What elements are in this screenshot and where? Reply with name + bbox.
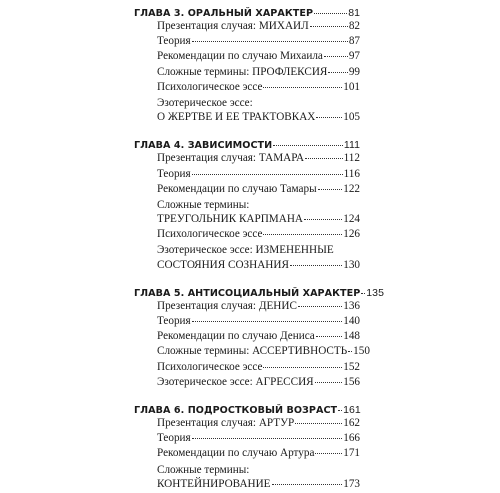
entry-title-line-2: ТРЕУГОЛЬНИК КАРПМАНА [157,213,303,226]
entry-title: Теория [157,167,191,180]
dot-leader [263,87,342,88]
toc-entry [134,66,360,81]
entry-title-line-1: Сложные термины: [157,463,250,476]
page-number: 112 [343,152,360,165]
entry-title: Сложные термины: ПРОФЛЕКСИЯ [157,65,328,78]
toc-entry [134,96,360,126]
page-number: 161 [343,403,361,416]
dot-leader [361,293,365,294]
chapter-title: ГЛАВА 4. ЗАВИСИМОСТИ [134,140,273,152]
entry-title: Теория [157,315,191,327]
entry-title: Рекомендации по случаю Дениса [157,330,315,343]
page-number: 99 [348,65,360,78]
toc-entry [134,315,360,330]
dot-leader [192,41,348,42]
chapter-title: ГЛАВА 6. ПОДРОСТКОВЫЙ ВОЗРАСТ [134,404,338,416]
dot-leader [305,158,343,159]
dot-leader [273,145,343,146]
toc-entry [134,35,360,50]
entry-title: Презентация случая: МИХАИЛ [157,20,309,32]
page-number: 166 [343,432,360,445]
chapter-4 [134,136,360,274]
dot-leader [324,56,348,57]
entry-title: Психологическое эссе [157,80,263,93]
table-of-contents [134,4,384,493]
toc-entry [134,198,360,228]
page-number: 101 [343,80,360,93]
dot-leader [295,423,342,424]
dot-leader [318,189,343,190]
entry-title-line-2: О ЖЕРТВЕ И ЕЕ ТРАКТОВКАХ [157,111,316,124]
page-number: 135 [366,286,384,299]
dot-leader [263,234,342,235]
entry-title-line-2: КОНТЕЙНИРОВАНИЕ [157,477,271,490]
dot-leader [338,410,342,411]
entry-title: Презентация случая: ТАМАРА [157,152,305,165]
dot-leader [348,351,352,352]
toc-entry [134,183,360,198]
toc-entry [134,447,360,462]
toc-entry [134,376,360,391]
page-number: 116 [343,167,360,180]
toc-entry [134,463,360,493]
page-number: 162 [343,416,360,429]
page-number: 148 [343,330,360,343]
entry-title: Психологическое эссе [157,360,263,373]
page-number: 173 [343,477,360,490]
page-number: 156 [343,375,360,388]
chapter-heading [134,139,360,155]
dot-leader [315,453,342,454]
page-number: 136 [343,299,360,312]
entry-title: Презентация случая: АРТУР [157,416,295,429]
page-number: 97 [348,50,360,63]
dot-leader [316,336,342,337]
dot-leader [290,265,342,266]
toc-entry [134,345,370,360]
page-number: 105 [343,111,360,124]
chapter-6 [134,401,360,493]
entry-title: Презентация случая: ДЕНИС [157,299,297,312]
entry-title-line-2: СОСТОЯНИЯ СОЗНАНИЯ [157,258,289,271]
dot-leader [298,306,342,307]
toc-entry [134,243,360,273]
dot-leader [314,13,347,14]
entry-title-line-1: Эзотерическое эссе: ИЗМЕНЕННЫЕ [157,244,334,257]
page-number: 81 [348,7,360,19]
toc-entry [134,330,360,345]
page-number: 122 [343,182,360,195]
dot-leader [310,26,348,27]
chapter-title: ГЛАВА 5. АНТИСОЦИАЛЬНЫЙ ХАРАКТЕР [134,287,361,299]
chapter-title: ГЛАВА 3. ОРАЛЬНЫЙ ХАРАКТЕР [134,8,314,19]
toc-entry [134,361,360,376]
toc-entry [134,168,360,183]
page-number: 87 [348,35,360,48]
page-number: 140 [343,315,360,327]
entry-title: Теория [157,432,191,445]
entry-title: Рекомендации по случаю Михаила [157,50,323,63]
entry-title: Сложные термины: АССЕРТИВНОСТЬ [157,345,348,358]
page-number: 126 [343,228,360,241]
page-number: 130 [343,258,360,271]
entry-title: Рекомендации по случаю Артура [157,447,315,460]
toc-entry [134,432,360,447]
dot-leader [315,382,343,383]
page-number: 152 [343,360,360,373]
toc-entry [134,50,360,65]
chapter-heading [134,404,360,420]
toc-entry [134,228,360,243]
page-number: 124 [343,213,360,226]
page-number: 82 [348,20,360,32]
page-number: 150 [353,345,370,358]
chapter-5 [134,284,384,391]
entry-title-line-1: Сложные термины: [157,198,250,211]
entry-title: Психологическое эссе [157,228,263,241]
dot-leader [316,117,342,118]
chapter-3 [134,4,360,126]
chapter-heading [134,286,384,303]
dot-leader [192,321,343,322]
page-number: 111 [343,139,360,152]
dot-leader [304,219,342,220]
dot-leader [328,72,347,73]
entry-title: Эзотерическое эссе: АГРЕССИЯ [157,375,314,388]
dot-leader [272,484,343,485]
dot-leader [192,174,343,175]
entry-title: Теория [157,35,191,48]
entry-title-line-1: Эзотерическое эссе: [157,96,253,109]
page-number: 171 [343,447,360,460]
entry-title: Рекомендации по случаю Тамары [157,182,317,195]
toc-entry [134,81,360,96]
chapter-heading [134,7,360,23]
dot-leader [263,367,342,368]
dot-leader [192,438,343,439]
